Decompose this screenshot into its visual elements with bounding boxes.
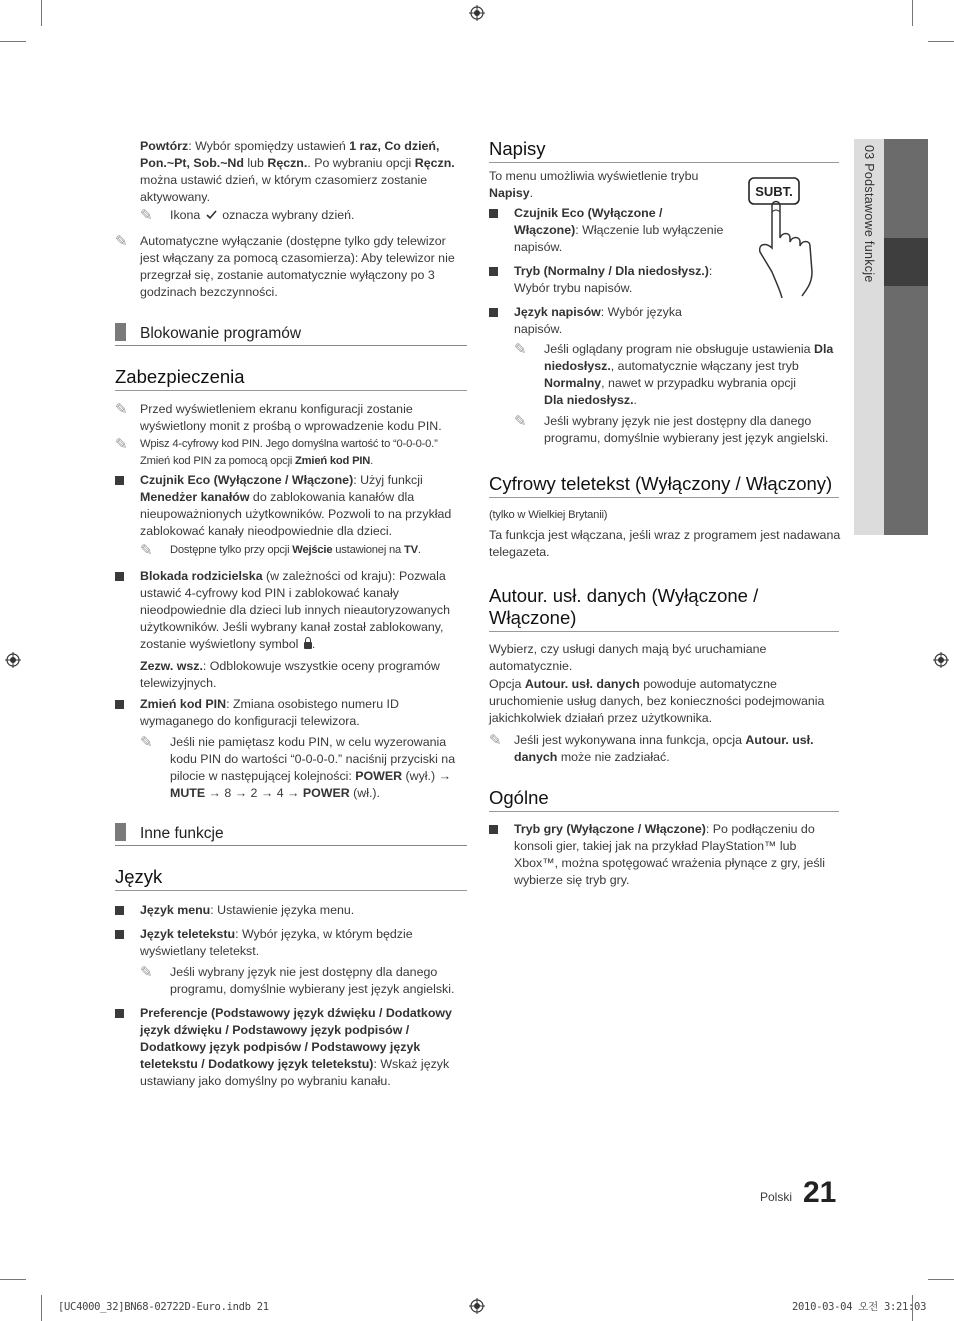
print-slug-left: [UC4000_32]BN68-02722D-Euro.indb 21 [58,1301,269,1313]
section-title-teletekst: Cyfrowy teletekst (Wyłączony / Włączony) [489,473,839,498]
bullet-square-icon [115,930,124,939]
pencil-note-icon: ✎ [140,207,153,224]
blokada-item: Blokada rodzicielska (w zależności od kraju): Pozwala ustawić 4-cyfrowy kod PIN i zablokować kanały nieodpowiednie dla dzieci lub innych nieautoryzowanych użytkowników. Jeśli wybrany kanał został zablokowany, zostanie wyświetlony symbol . [115,568,467,653]
bullet-square-icon [115,476,124,485]
crop-mark [928,41,954,42]
napisy-note-1: ✎ Jeśli oglądany program nie obsługuje ustawienia Dla niedosłysz., automatycznie włączany jest tryb Normalny, nawet w przypadku wybrania opcji Dla niedosłysz.. [514,341,834,407]
teletekst-text: Ta funkcja jest włączana, jeśli wraz z programem jest nadawana telegazeta. [489,528,841,559]
crop-mark [928,1279,954,1280]
bullet-square-icon [115,906,124,915]
page-number: 21 [803,1176,837,1209]
section-title-autour: Autour. usł. danych (Wyłączone / Włączone) [489,585,839,632]
bullet-square-icon [115,1009,124,1018]
auto-off-note: ✎ Automatyczne wyłączanie (dostępne tylko gdy telewizor jest włączany za pomocą czasomierza): Aby telewizor nie przegrzał się, zostanie automatycznie wyłączony po 3 godzinach bezczynności. [115,233,455,299]
pin-note: ✎ Przed wyświetleniem ekranu konfiguracji zostanie wyświetlony monit z prośbą o wprowadzenie kodu PIN. [115,401,442,433]
pencil-note-icon: ✎ [140,542,153,559]
registration-mark-icon [5,652,21,668]
napisy-tryb-item: Tryb (Normalny / Dla niedosłysz.): Wybór trybu napisów. [489,263,729,297]
lock-icon [304,642,312,649]
subheading-inne-funkcje: Inne funkcje [115,821,467,846]
svg-text:SUBT.: SUBT. [755,184,793,199]
crop-mark [0,41,26,42]
napisy-czujnik-item: Czujnik Eco (Wyłączone / Włączone): Włączenie lub wyłączenie napisów. [489,205,729,256]
crop-mark [41,1295,42,1321]
bullet-square-icon [489,267,498,276]
registration-mark-icon [933,652,949,668]
czujnik-note: ✎ Dostępne tylko przy opcji Wejście ustawionej na TV. [140,542,421,559]
napisy-jezyk-item: Język napisów: Wybór języka napisów. [489,304,729,338]
section-title-zabezpieczenia: Zabezpieczenia [115,366,467,391]
tryb-gry-item: Tryb gry (Wyłączone / Włączone): Po podłączeniu do konsoli gier, takiej jak na przykład PlayStation™ lub Xbox™, można spotęgować wrażenia płynące z gry, jeśli wybierze się tryb gry. [489,821,841,889]
powtorz-paragraph: Powtórz: Wybór spomiędzy ustawień 1 raz, Co dzień, Pon.~Pt, Sob.~Nd lub Ręczn.. Po wybraniu opcji Ręczn. można ustawić dzień, w którym czasomierz zostanie aktywowany. [140,139,455,204]
jezyk-teletekstu-note: ✎ Jeśli wybrany język nie jest dostępny dla danego programu, domyślnie wybierany jest język angielski. [140,964,455,996]
pencil-note-icon: ✎ [514,413,527,430]
pencil-note-icon: ✎ [140,964,153,981]
subheading-blokowanie: Blokowanie programów [115,321,467,346]
bullet-square-icon [115,700,124,709]
print-slug-right: 2010-03-04 오전 3:21:03 [792,1301,927,1313]
icon-note: ✎ Ikona oznacza wybrany dzień. [140,207,355,224]
crop-mark [41,0,42,26]
pencil-note-icon: ✎ [115,233,128,250]
bullet-square-icon [489,825,498,834]
section-title-napisy: Napisy [489,138,839,163]
pin-default-note: ✎ Wpisz 4-cyfrowy kod PIN. Jego domyślna wartość to “0-0-0-0.” Zmień kod PIN za pomocą opcji Zmień kod PIN. [115,436,438,467]
pencil-note-icon: ✎ [140,734,153,751]
napisy-intro: To menu umożliwia wyświetlenie trybu Napisy. [489,169,699,200]
zmien-pin-item: Zmień kod PIN: Zmiana osobistego numeru ID wymaganego do konfiguracji telewizora. [115,696,467,730]
preferencje-item: Preferencje (Podstawowy język dźwięku / Dodatkowy język dźwięku / Podstawowy język podpisów / Dodatkowy język podpisów / Podstawowy język teletekstu / Dodatkowy język teletekstu): Wskaż język ustawiany jako domyślny po wybraniu kanału. [115,1005,467,1090]
jezyk-teletekstu-item: Język teletekstu: Wybór języka, w którym będzie wyświetlany teletekst. [115,926,467,960]
pencil-note-icon: ✎ [514,341,527,358]
chapter-side-tab [854,139,928,535]
registration-mark-icon [469,1298,485,1314]
teletekst-region: (tylko w Wielkiej Brytanii) [489,509,608,521]
left-column [115,138,467,1090]
pencil-note-icon: ✎ [115,401,128,418]
right-column [489,138,841,889]
crop-mark [912,0,913,26]
section-title-ogolne: Ogólne [489,787,839,812]
checkmark-icon [206,210,217,220]
registration-mark-icon [469,5,485,21]
zezw-paragraph: Zezw. wsz.: Odblokowuje wszystkie oceny programów telewizyjnych. [140,659,440,690]
footer-language: Polski [760,1190,793,1204]
napisy-block [489,168,841,447]
bullet-square-icon [489,308,498,317]
bullet-square-icon [489,209,498,218]
bullet-square-icon [115,572,124,581]
autour-note: ✎ Jeśli jest wykonywana inna funkcja, opcja Autour. usł. danych może nie zadziałać. [489,732,814,764]
jezyk-menu-item: Język menu: Ustawienie języka menu. [115,902,467,919]
section-title-jezyk: Język [115,866,467,891]
pencil-note-icon: ✎ [115,436,128,453]
czujnik-item: Czujnik Eco (Wyłączone / Włączone): Użyj funkcji Menedżer kanałów do zablokowania kanałów dla nieupoważnionych użytkowników. Pozwoli to na przykład zablokować kanały nieodpowiednie dla dzieci. [115,472,467,540]
remote-hand-subt-icon [742,172,832,302]
pencil-note-icon: ✎ [489,732,502,749]
autour-p1: Wybierz, czy usługi danych mają być uruchamiane automatycznie. [489,642,767,673]
crop-mark [0,1279,26,1280]
zmien-pin-note: ✎ Jeśli nie pamiętasz kodu PIN, w celu wyzerowania kodu PIN do wartości “0-0-0-0.” naciśnij przyciski na pilocie w następującej kolejności: POWER (wył.) → MUTE → 8 → 2 → 4 → POWER (wł.). [140,734,456,800]
chapter-label: 03 Podstawowe funkcje [862,145,876,283]
napisy-note-2: ✎ Jeśli wybrany język nie jest dostępny dla danego programu, domyślnie wybierany jest język angielski. [514,413,829,445]
autour-p2: Opcja Autour. usł. danych powoduje automatyczne uruchomienie usług danych, bez konieczności podejmowania jakichkolwiek działań przez użytkownika. [489,677,825,725]
